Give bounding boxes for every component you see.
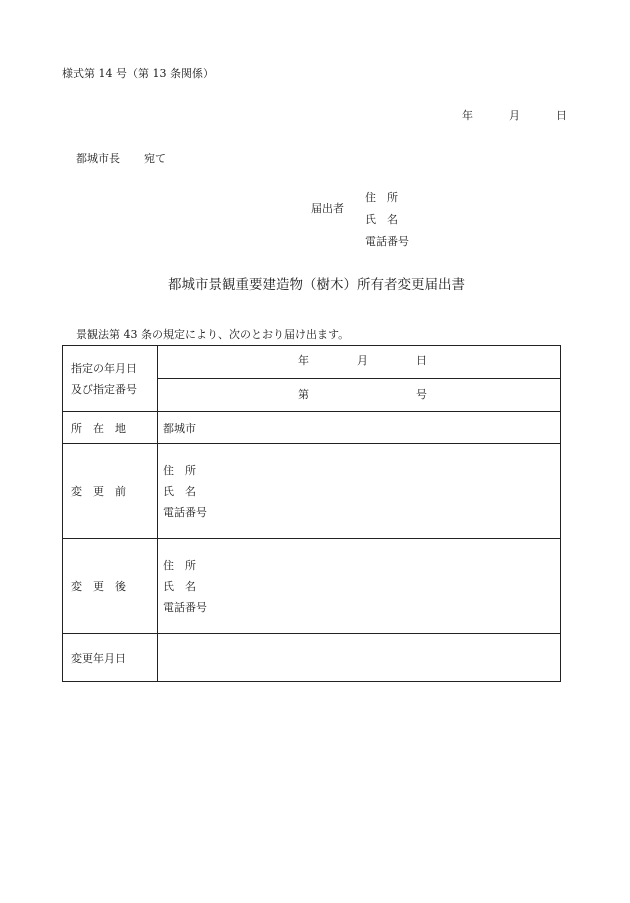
date-year-label: 年	[462, 109, 473, 122]
designation-year-label: 年	[298, 354, 309, 367]
designation-day-label: 日	[416, 354, 427, 367]
designation-number-cell[interactable]	[158, 379, 561, 412]
change-date-label-cell	[63, 634, 158, 682]
designation-label-cell	[63, 346, 158, 412]
change-date-label: 変更年月日	[71, 651, 126, 665]
before-phone-label: 電話番号	[163, 505, 207, 519]
document-title: 都城市景観重要建造物（樹木）所有者変更届出書	[168, 277, 465, 293]
applicant-name-label: 氏 名	[365, 213, 398, 226]
intro-text: 景観法第 43 条の規定により、次のとおり届け出ます。	[76, 328, 350, 341]
form-table	[62, 345, 561, 682]
after-address-label: 住 所	[163, 558, 196, 572]
location-value: 都城市	[163, 421, 196, 435]
designation-number-prefix: 第	[298, 388, 309, 401]
before-value-cell[interactable]	[158, 444, 561, 539]
designation-number-suffix: 号	[416, 388, 427, 401]
designation-month-label: 月	[357, 354, 368, 367]
after-value-cell[interactable]	[158, 539, 561, 634]
location-label: 所 在 地	[71, 421, 126, 435]
form-number: 様式第 14 号（第 13 条関係）	[62, 67, 214, 80]
before-address-label: 住 所	[163, 463, 196, 477]
change-date-value-cell[interactable]	[158, 634, 561, 682]
before-name-label: 氏 名	[163, 484, 196, 498]
location-value-cell[interactable]	[158, 412, 561, 444]
date-day-label: 日	[556, 109, 567, 122]
date-month-label: 月	[509, 109, 520, 122]
applicant-address-label: 住 所	[365, 191, 398, 204]
after-label: 変 更 後	[71, 580, 126, 593]
addressee-name: 都城市長	[76, 152, 120, 165]
designation-label-line1: 指定の年月日	[71, 361, 137, 375]
location-label-cell	[63, 412, 158, 444]
applicant-label: 届出者	[311, 202, 344, 215]
after-label-cell	[63, 539, 158, 634]
before-label-cell	[63, 444, 158, 539]
applicant-phone-label: 電話番号	[365, 235, 409, 248]
after-phone-label: 電話番号	[163, 600, 207, 614]
addressee-suffix: 宛て	[144, 152, 166, 165]
before-label: 変 更 前	[71, 485, 126, 498]
after-name-label: 氏 名	[163, 579, 196, 593]
designation-date-cell[interactable]	[158, 346, 561, 379]
designation-label-line2: 及び指定番号	[71, 382, 137, 396]
